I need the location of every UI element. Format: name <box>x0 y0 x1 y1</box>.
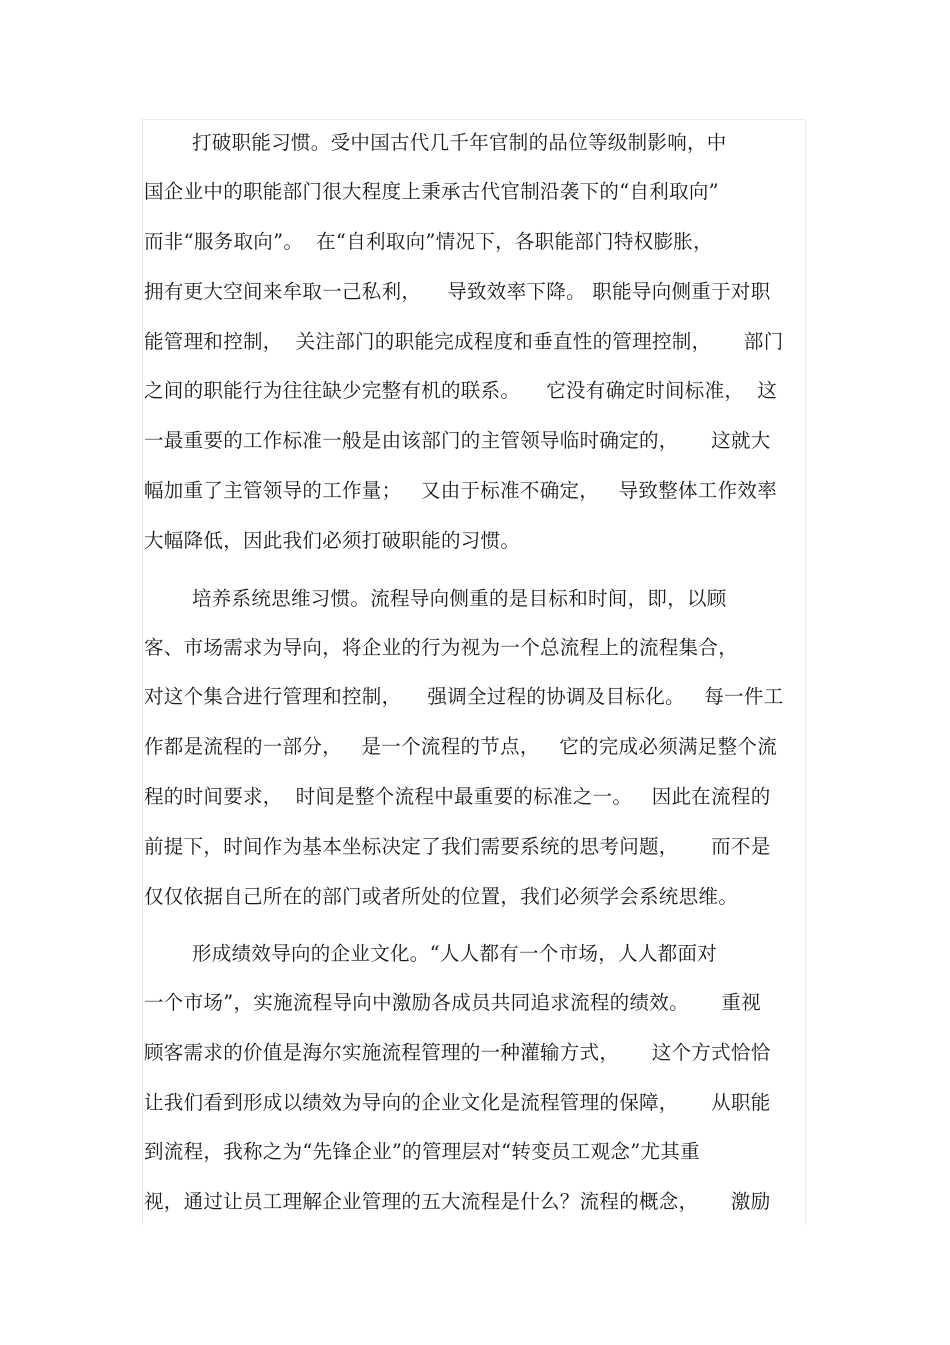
paragraph-2-line-6: 前提下，时间作为基本坐标决定了我们需要系统的思考问题， 而不是 <box>144 835 771 858</box>
paragraph-1-line-3: 而非“服务取向”。 在“自利取向”情况下，各职能部门特权膨胀， <box>144 230 713 253</box>
paragraph-1-line-9: 大幅降低，因此我们必须打破职能的习惯。 <box>144 529 521 552</box>
paragraph-2-line-1: 培养系统思维习惯。流程导向侧重的是目标和时间，即，以顾 <box>192 587 727 610</box>
paragraph-3-line-5: 到流程，我称之为“先锋企业”的管理层对“转变员工观念”尤其重 <box>144 1140 700 1163</box>
paragraph-3-line-2: 一个市场”，实施流程导向中激励各成员共同追求流程的绩效。 重视 <box>144 991 761 1014</box>
paragraph-3-line-6: 视，通过让员工理解企业管理的五大流程是什么？流程的概念， 激励 <box>144 1190 771 1213</box>
paragraph-3-line-1: 形成绩效导向的企业文化。“人人都有一个市场，人人都面对 <box>192 942 718 965</box>
paragraph-1-line-4: 拥有更大空间来牟取一己私利， 导致效率下降。 职能导向侧重于对职 <box>144 280 771 303</box>
paragraph-1-line-7: 一最重要的工作标准一般是由该部门的主管领导临时确定的， 这就大 <box>144 429 771 452</box>
paragraph-1-line-6: 之间的职能行为往往缺少完整有机的联系。 它没有确定时间标准， 这 <box>144 379 777 402</box>
paragraph-2-line-3: 对这个集合进行管理和控制， 强调全过程的协调及目标化。 每一件工 <box>144 685 784 708</box>
paragraph-1-line-8: 幅加重了主管领导的工作量； 又由于标准不确定， 导致整体工作效率 <box>144 479 777 502</box>
paragraph-1-line-1: 打破职能习惯。受中国古代几千年官制的品位等级制影响，中 <box>192 131 727 154</box>
paragraph-3-line-3: 顾客需求的价值是海尔实施流程管理的一种灌输方式， 这个方式恰恰 <box>144 1041 771 1064</box>
paragraph-2-line-2: 客、市场需求为导向，将企业的行为视为一个总流程上的流程集合， <box>144 636 739 659</box>
paragraph-1-line-5: 能管理和控制， 关注部门的职能完成程度和垂直性的管理控制， 部门 <box>144 330 784 353</box>
paragraph-1-line-2: 国企业中的职能部门很大程度上秉承古代官制沿袭下的“自利取向” <box>144 180 719 203</box>
paragraph-2-line-7: 仅仅依据自己所在的部门或者所处的位置，我们必须学会系统思维。 <box>144 885 739 908</box>
paragraph-2-line-5: 程的时间要求， 时间是整个流程中最重要的标准之一。 因此在流程的 <box>144 785 771 808</box>
paragraph-2-line-4: 作都是流程的一部分， 是一个流程的节点， 它的完成必须满足整个流 <box>144 735 777 758</box>
paragraph-3-line-4: 让我们看到形成以绩效为导向的企业文化是流程管理的保障， 从职能 <box>144 1091 771 1114</box>
